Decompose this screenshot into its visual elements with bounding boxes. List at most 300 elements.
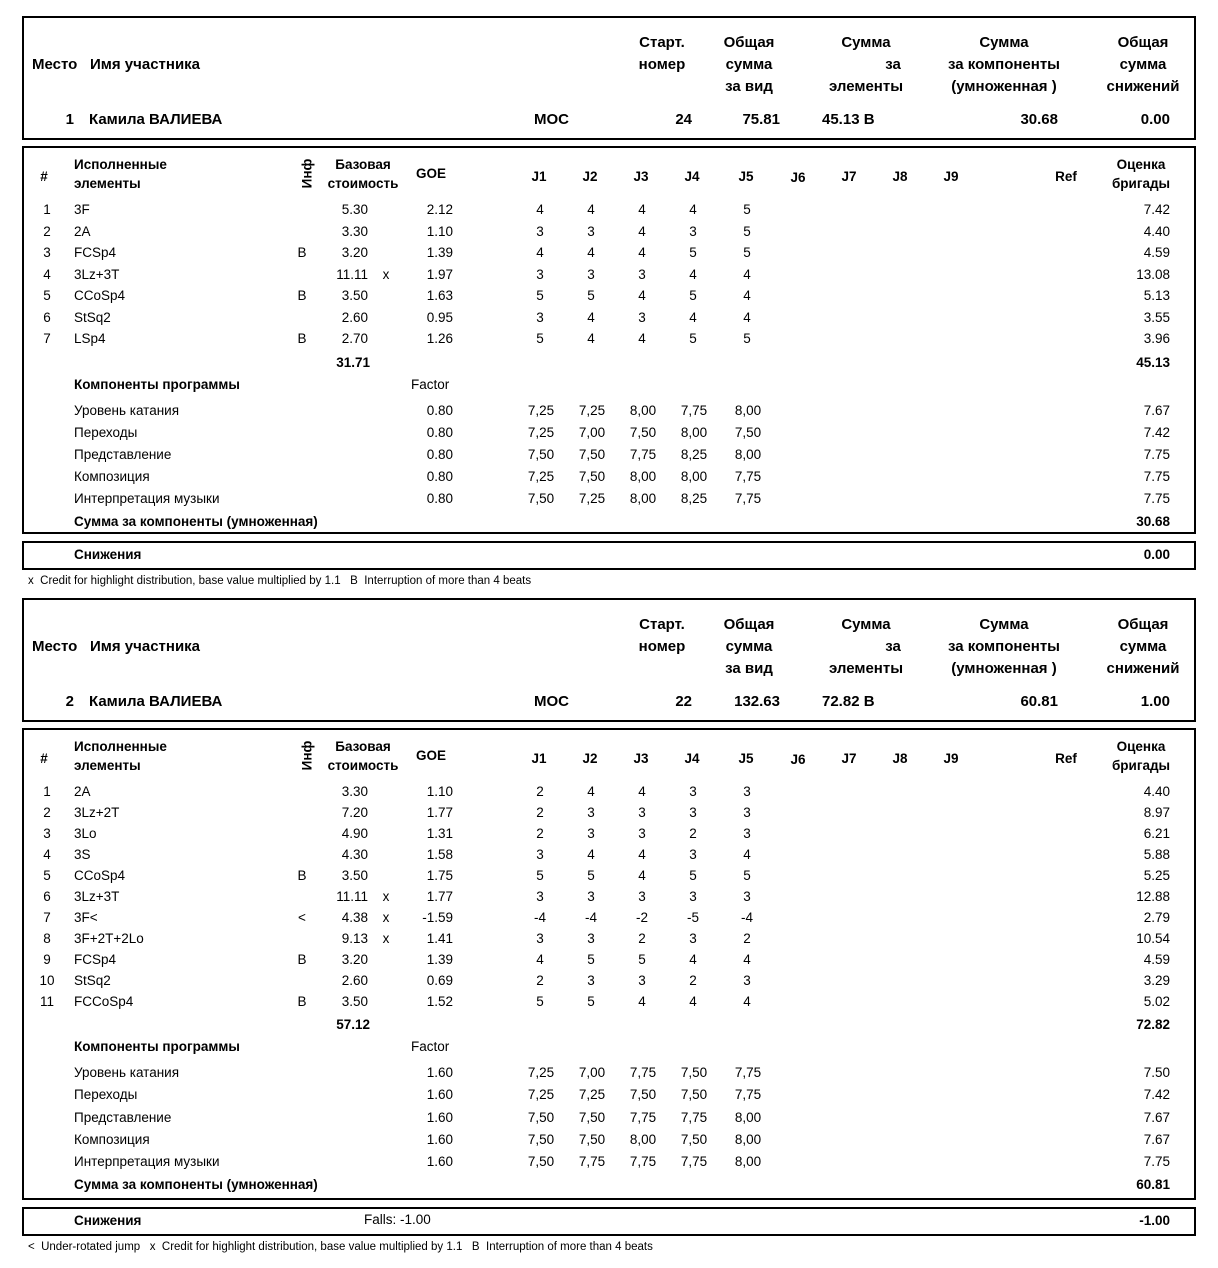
element-judge-score: 3 [689,931,697,946]
element-info: < [298,910,306,925]
element-judge-score: 2 [743,931,751,946]
element-info: B [297,245,307,260]
element-code: 2A [74,784,91,799]
element-judge-score: 4 [638,784,646,799]
element-base-value: 3.50 [341,288,368,303]
component-panel-score: 7.67 [1143,402,1170,418]
component-factor: 0.80 [426,491,453,507]
element-judge-score: 4 [689,994,697,1009]
element-judge-score: 4 [587,309,595,325]
component-judge-score: 7,50 [629,1087,657,1103]
element-judge-score: 3 [689,223,697,239]
col-judge-header: J2 [582,751,598,766]
component-judge-score: 7,75 [629,446,657,462]
col-elements-header: Исполненные [74,739,167,754]
element-judge-score: 4 [536,202,544,217]
element-goe: 1.52 [426,994,453,1009]
element-code: 2A [74,223,91,239]
component-judge-score: 7,50 [578,1131,606,1147]
element-judge-score: 3 [638,266,646,282]
skater-name: Камила ВАЛИЕВА [89,111,223,128]
element-base-value: 9.13 [341,931,368,946]
factor-header: Factor [411,376,450,392]
header-elements-label: за [885,56,901,73]
deductions-value: 0.00 [1143,547,1170,562]
element-panel-score: 3.96 [1143,331,1170,346]
header-elements-label: элементы [828,660,904,677]
component-judge-score: 7,75 [629,1065,657,1080]
element-judge-score: 5 [638,952,646,967]
element-number: 1 [43,202,51,217]
header-name-label: Имя участника [90,638,201,655]
col-judge-header: J7 [841,169,857,184]
component-judge-score: 8,00 [734,1109,762,1125]
element-judge-score: 4 [743,847,751,862]
header-start-label: Старт. [639,34,685,51]
component-judge-score: 7,75 [629,1109,657,1125]
element-judge-score: -2 [635,910,648,925]
header-total-label: Общая [723,616,775,633]
component-factor: 1.60 [426,1109,453,1125]
legend-note: < Under-rotated jump x Credit for highlight distribution, base value multiplied by 1.1 B Interruption of more than 4 beats [28,1241,653,1253]
element-judge-score: 3 [743,826,751,841]
element-judge-score: 5 [587,288,595,303]
element-bonus-mark: x [382,931,390,946]
element-judge-score: 4 [587,784,595,799]
deductions-detail: Falls: -1.00 [364,1212,431,1227]
factor-header: Factor [411,1039,450,1054]
element-judge-score: 3 [638,889,646,904]
element-judge-score: -4 [740,910,753,925]
header-name-label: Имя участника [90,56,201,73]
rank: 1 [65,111,74,128]
col-judge-header: J9 [943,751,959,766]
element-judge-score: 4 [587,331,595,346]
element-judge-score: 3 [536,889,544,904]
header-deductions-label: сумма [1119,638,1167,655]
element-judge-score: 5 [743,223,751,239]
element-judge-score: 3 [689,889,697,904]
element-base-value: 3.30 [341,223,368,239]
component-judge-score: 7,75 [734,1065,762,1080]
components-title: Компоненты программы [74,376,240,392]
header-components-label: за компоненты [948,56,1060,73]
component-judge-score: 8,00 [734,1154,762,1170]
element-judge-score: -5 [686,910,699,925]
component-factor: 0.80 [426,424,453,440]
element-goe: 1.41 [426,931,453,946]
element-goe: 1.97 [426,266,453,282]
element-judge-score: 2 [689,973,697,988]
element-base-value: 3.20 [341,245,368,260]
element-judge-score: 3 [587,973,595,988]
element-goe: 0.95 [426,309,453,325]
element-judge-score: 5 [536,868,544,883]
element-judge-score: 3 [743,973,751,988]
header-deductions-label: сумма [1119,56,1167,73]
component-judge-score: 7,25 [578,1087,606,1103]
header-deductions-label: Общая [1117,34,1169,51]
element-judge-score: 2 [536,826,544,841]
element-judge-score: 5 [743,245,751,260]
element-panel-score: 5.88 [1143,847,1170,862]
element-number: 10 [39,973,55,988]
element-panel-score: 5.25 [1143,868,1170,883]
component-judge-score: 8,00 [629,469,657,485]
component-name: Уровень катания [74,1065,180,1080]
element-base-value: 11.11 [336,889,368,904]
element-judge-score: 3 [743,805,751,820]
header-start-label: номер [638,638,686,655]
col-judge-header: J2 [582,169,598,184]
col-judge-header: J3 [633,751,649,766]
component-name: Уровень катания [74,402,180,418]
component-judge-score: 7,75 [734,491,762,507]
component-judge-score: 8,25 [680,491,708,507]
element-base-value: 3.50 [341,994,368,1009]
component-judge-score: 7,25 [527,1087,555,1103]
col-judge-header: J4 [684,169,700,184]
element-code: StSq2 [74,309,111,325]
element-judge-score: 3 [743,889,751,904]
total-deductions: 1.00 [1140,693,1170,710]
element-judge-score: 3 [689,805,697,820]
element-judge-score: 4 [689,266,697,282]
element-judge-score: 4 [743,266,751,282]
skater-name: Камила ВАЛИЕВА [89,693,223,710]
rank: 2 [65,693,74,710]
component-judge-score: 7,50 [578,1109,606,1125]
element-judge-score: 4 [689,309,697,325]
deductions-value: -1.00 [1139,1213,1170,1228]
element-judge-score: 2 [536,973,544,988]
element-judge-score: 4 [536,952,544,967]
element-judge-score: 5 [587,868,595,883]
component-judge-score: 7,50 [734,424,762,440]
header-start-label: номер [638,56,686,73]
component-judge-score: 8,25 [680,446,708,462]
total-component-score: 30.68 [1020,111,1058,128]
components-total: 60.81 [1136,1176,1170,1192]
element-judge-score: 3 [689,784,697,799]
components-title: Компоненты программы [74,1039,240,1054]
element-judge-score: 3 [743,784,751,799]
element-judge-score: 5 [689,331,697,346]
element-judge-score: 3 [638,826,646,841]
header-elements-label: Сумма [841,34,891,51]
component-panel-score: 7.50 [1143,1065,1170,1080]
element-judge-score: 4 [743,288,751,303]
element-judge-score: 4 [638,331,646,346]
component-name: Интерпретация музыки [74,491,220,507]
component-judge-score: 7,25 [578,402,606,418]
element-bonus-mark: x [382,910,390,925]
element-judge-score: 4 [638,868,646,883]
element-judge-score: 4 [743,309,751,325]
element-number: 8 [43,931,51,946]
element-judge-score: 5 [536,288,544,303]
components-total: 30.68 [1136,513,1170,529]
col-judge-header: J9 [943,169,959,184]
deductions-box [22,1207,1196,1236]
element-panel-score: 2.79 [1143,910,1170,925]
col-elements-header: Исполненные [74,157,167,172]
component-judge-score: 7,75 [578,1154,606,1170]
component-judge-score: 8,00 [629,1131,657,1147]
header-place-label: Место [32,638,78,655]
element-base-value: 4.38 [341,910,368,925]
component-panel-score: 7.42 [1143,424,1170,440]
element-judge-score: 2 [689,826,697,841]
nation: МОС [534,111,569,128]
element-code: LSp4 [74,331,106,346]
element-code: FCCoSp4 [74,994,134,1009]
base-value-total: 31.71 [336,354,370,370]
component-judge-score: 7,25 [527,402,555,418]
element-panel-score: 10.54 [1136,931,1170,946]
col-panel-score-header: бригады [1111,758,1171,773]
element-judge-score: 2 [638,931,646,946]
deductions-label: Снижения [74,1213,142,1228]
element-goe: 1.26 [426,331,453,346]
element-code: 3F+2T+2Lo [74,931,144,946]
element-judge-score: 4 [638,994,646,1009]
deductions-box [22,541,1196,570]
component-factor: 0.80 [426,469,453,485]
element-goe: 1.10 [426,223,453,239]
element-judge-score: 5 [587,994,595,1009]
element-judge-score: 4 [587,847,595,862]
component-judge-score: 8,00 [680,469,708,485]
element-bonus-mark: x [382,266,390,282]
header-elements-label: за [885,638,901,655]
header-components-label: (умноженная ) [951,78,1057,95]
element-goe: 1.39 [426,952,453,967]
component-judge-score: 8,00 [629,491,657,507]
col-goe-header: GOE [415,166,446,181]
col-panel-score-header: Оценка [1116,739,1166,754]
element-code: 3F [74,202,90,217]
element-judge-score: 4 [638,847,646,862]
element-judge-score: 5 [689,288,697,303]
components-total-label: Сумма за компоненты (умноженная) [74,1176,318,1192]
component-factor: 1.60 [426,1154,453,1170]
elements-total: 72.82 [1136,1017,1170,1032]
element-panel-score: 3.55 [1143,309,1170,325]
nation: МОС [534,693,569,710]
component-name: Композиция [74,469,150,485]
header-components-label: Сумма [979,616,1029,633]
element-judge-score: 5 [689,245,697,260]
element-code: 3Lz+2T [74,805,120,820]
header-components-label: за компоненты [948,638,1060,655]
element-panel-score: 5.02 [1143,994,1170,1009]
element-judge-score: 5 [536,994,544,1009]
col-info-header: Инф [299,740,315,771]
component-factor: 1.60 [426,1087,453,1103]
col-base-value-header: стоимость [327,176,399,191]
element-number: 5 [43,868,51,883]
element-goe: 1.39 [426,245,453,260]
element-judge-score: -4 [584,910,597,925]
component-judge-score: 7,50 [527,1154,555,1170]
element-number: 1 [43,784,51,799]
component-panel-score: 7.75 [1143,469,1170,485]
element-code: CCoSp4 [74,288,126,303]
element-judge-score: 3 [536,309,544,325]
element-base-value: 11.11 [336,266,368,282]
header-elements-label: элементы [828,78,904,95]
col-judge-header: J1 [531,751,547,766]
element-info: B [297,994,307,1009]
header-start-label: Старт. [639,616,685,633]
col-judge-header: J4 [684,751,700,766]
component-judge-score: 7,00 [578,424,606,440]
element-base-value: 4.90 [341,826,368,841]
element-judge-score: 3 [587,889,595,904]
element-goe: 1.10 [426,784,453,799]
element-panel-score: 7.42 [1143,202,1170,217]
header-total-label: за вид [725,78,773,95]
element-judge-score: 4 [689,202,697,217]
element-base-value: 2.60 [341,973,368,988]
header-total-label: за вид [725,660,773,677]
element-goe: 0.69 [426,973,453,988]
element-number: 11 [39,994,54,1009]
col-panel-score-header: Оценка [1116,157,1166,172]
element-judge-score: 5 [587,952,595,967]
component-judge-score: 7,00 [578,1065,606,1080]
col-judge-header: J3 [633,169,649,184]
total-element-score: 72.82 B [822,693,875,710]
component-factor: 0.80 [426,402,453,418]
element-judge-score: 3 [536,223,544,239]
element-number: 2 [43,223,51,239]
start-number: 24 [675,111,692,128]
element-number: 4 [43,847,51,862]
component-factor: 1.60 [426,1131,453,1147]
element-panel-score: 4.40 [1143,223,1170,239]
component-judge-score: 7,50 [680,1087,708,1103]
element-goe: 1.31 [426,826,453,841]
element-judge-score: 4 [638,288,646,303]
legend-note: x Credit for highlight distribution, base value multiplied by 1.1 B Interruption of more than 4 beats [28,575,532,587]
component-factor: 1.60 [426,1065,453,1080]
total-segment-score: 75.81 [742,111,780,128]
component-panel-score: 7.75 [1143,1154,1170,1170]
total-segment-score: 132.63 [734,693,780,710]
element-info: B [297,952,307,967]
element-base-value: 2.70 [341,331,368,346]
col-panel-score-header: бригады [1111,176,1171,191]
component-judge-score: 8,00 [734,1131,762,1147]
col-judge-header: J1 [531,169,547,184]
col-base-value-header: Базовая [335,739,391,754]
component-judge-score: 7,75 [680,1154,708,1170]
element-number: 2 [43,805,51,820]
component-judge-score: 7,75 [680,1109,708,1125]
header-total-label: сумма [725,638,773,655]
component-judge-score: 7,50 [527,446,555,462]
element-code: StSq2 [74,973,111,988]
element-panel-score: 4.40 [1143,784,1170,799]
element-judge-score: 4 [536,245,544,260]
total-component-score: 60.81 [1020,693,1058,710]
component-judge-score: 8,00 [629,402,657,418]
component-judge-score: 7,50 [527,1109,555,1125]
element-goe: 1.58 [426,847,453,862]
element-info: B [297,288,307,303]
element-judge-score: 3 [536,266,544,282]
header-deductions-label: снижений [1106,78,1180,95]
components-total-label: Сумма за компоненты (умноженная) [74,513,318,529]
elements-total: 45.13 [1136,354,1170,370]
element-judge-score: 4 [638,223,646,239]
component-panel-score: 7.75 [1143,446,1170,462]
element-goe: -1.59 [422,910,453,925]
element-judge-score: 4 [689,952,697,967]
element-judge-score: -4 [533,910,546,925]
element-judge-score: 3 [587,223,595,239]
component-name: Переходы [74,1087,138,1103]
component-panel-score: 7.75 [1143,491,1170,507]
element-judge-score: 4 [587,202,595,217]
col-judge-header: J7 [841,751,857,766]
element-code: 3F< [74,910,98,925]
component-judge-score: 7,25 [527,1065,555,1080]
element-base-value: 5.30 [341,202,368,217]
element-base-value: 3.30 [341,784,368,799]
header-components-label: Сумма [979,34,1029,51]
start-number: 22 [675,693,692,710]
col-num-header: # [40,751,48,766]
header-total-label: Общая [723,34,775,51]
element-panel-score: 4.59 [1143,245,1170,260]
component-judge-score: 7,50 [527,1131,555,1147]
component-judge-score: 7,25 [578,491,606,507]
element-panel-score: 4.59 [1143,952,1170,967]
element-base-value: 4.30 [341,847,368,862]
element-judge-score: 3 [536,931,544,946]
element-code: FCSp4 [74,952,117,967]
element-judge-score: 5 [689,868,697,883]
element-number: 7 [43,331,51,346]
col-judge-header: J6 [790,752,806,767]
col-goe-header: GOE [415,748,446,763]
element-judge-score: 4 [638,245,646,260]
element-judge-score: 3 [587,931,595,946]
component-judge-score: 7,75 [734,469,762,485]
component-judge-score: 7,25 [527,469,555,485]
element-judge-score: 3 [689,847,697,862]
component-judge-score: 7,75 [680,402,708,418]
element-judge-score: 4 [587,245,595,260]
element-panel-score: 5.13 [1143,288,1170,303]
col-elements-header: элементы [74,758,141,773]
element-goe: 1.75 [426,868,453,883]
header-components-label: (умноженная ) [951,660,1057,677]
element-code: 3S [74,847,91,862]
element-number: 3 [43,245,51,260]
element-number: 4 [43,266,51,282]
element-panel-score: 13.08 [1136,266,1170,282]
element-panel-score: 6.21 [1143,826,1170,841]
element-base-value: 3.20 [341,952,368,967]
element-judge-score: 2 [536,805,544,820]
component-panel-score: 7.67 [1143,1131,1170,1147]
component-name: Композиция [74,1131,150,1147]
element-code: 3Lz+3T [74,266,120,282]
